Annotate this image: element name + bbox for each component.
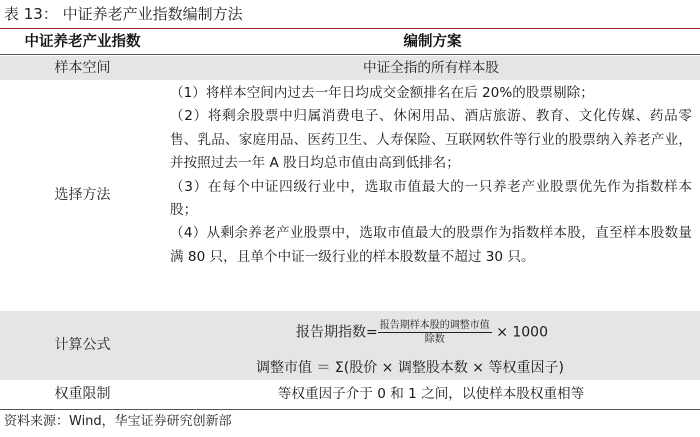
- formula-numerator: 报告期样本股的调整市值: [379, 320, 490, 331]
- weight-limit-label: 权重限制: [54, 386, 111, 402]
- row-weight-limit: [0, 381, 700, 408]
- table-bottom-divider: [0, 409, 700, 410]
- formula-multiplier: × 1000: [496, 324, 548, 341]
- row-formula: [0, 311, 700, 380]
- sample-space-label: 样本空间: [54, 60, 111, 76]
- formula-fraction: [378, 319, 492, 346]
- header-index-name: 中证养老产业指数: [24, 34, 141, 50]
- table-title: 表 13： 中证养老产业指数编制方法: [4, 5, 243, 23]
- index-formula: [296, 319, 548, 346]
- title-divider: [0, 28, 700, 29]
- adjusted-market-value-formula: 调整市值 ＝ Σ(股价 × 调整股本数 × 等权重因子): [256, 360, 564, 376]
- row-selection-method: [0, 80, 700, 311]
- selection-step-3: （3）在每个中证四级行业中，选取市值最大的一只养老产业股票优先作为指数样本股；: [170, 178, 692, 219]
- selection-step-2: （2）将剩余股票中归属消费电子、休闲用品、酒店旅游、教育、文化传媒、药品零售、乳品、家庭用品、医药卫生、人寿保险、互联网软件等行业的股票纳入养老产业，并按照过去一年 A 股日均总市值由高到低排名；: [170, 108, 692, 172]
- formula-lhs: 报告期指数=: [296, 324, 378, 341]
- source-note: 资料来源：Wind，华宝证券研究创新部: [4, 414, 232, 429]
- header-scheme: 编制方案: [403, 34, 462, 50]
- header-divider: [0, 54, 700, 55]
- selection-method-content: [170, 82, 692, 269]
- selection-step-4: （4）从剩余养老产业股票中，选取市值最大的股票作为指数样本股，直至样本股数量满 80 只，且单个中证一级行业的样本股数量不超过 30 只。: [170, 225, 692, 265]
- formula-denominator: 除数: [424, 334, 445, 345]
- selection-method-label: 选择方法: [54, 187, 111, 203]
- weight-limit-text: 等权重因子介于 0 和 1 之间，以使样本股权重相等: [277, 386, 585, 402]
- selection-step-1: （1）将样本空间内过去一年日均成交金额排名在后 20%的股票剔除；: [170, 85, 594, 101]
- sample-space-text: 中证全指的所有样本股: [363, 60, 499, 76]
- formula-label: 计算公式: [54, 337, 111, 353]
- row-sample-space: [0, 56, 700, 80]
- table-header: [0, 31, 700, 53]
